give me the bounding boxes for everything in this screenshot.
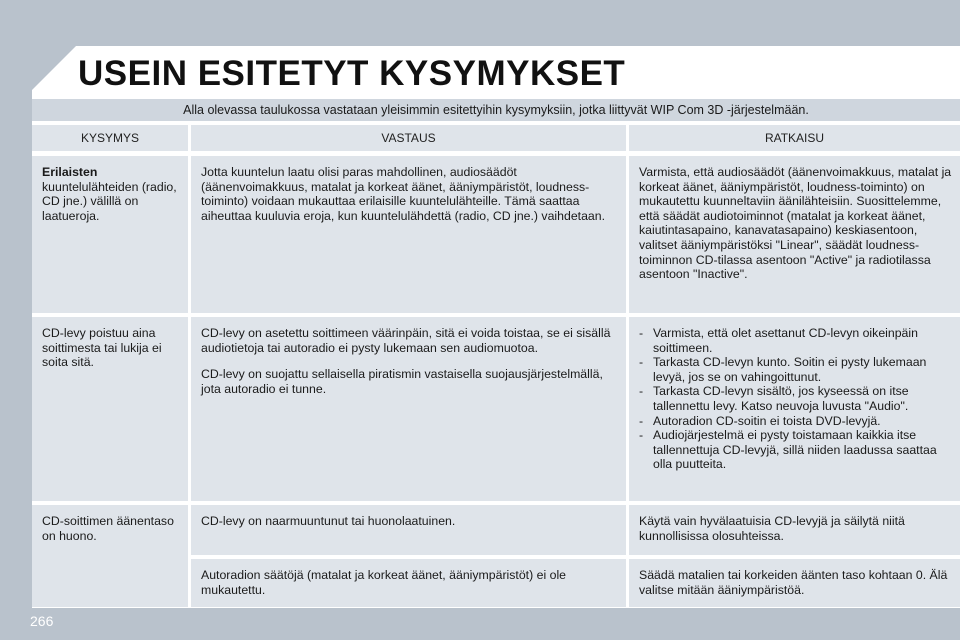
row-3-solution-2 <box>629 559 960 607</box>
row-3-question <box>32 505 188 607</box>
row-2-solution-item: - Tarkasta CD-levyn sisältö, jos kyseessä on itse tallennettu levy. Katso neuvoja luvusta "Audio". <box>639 384 952 413</box>
intro-text: Alla olevassa taulukossa vastataan yleisimmin esitettyihin kysymyksiin, jotka liittyvät WIP Com 3D -järjestelmään. <box>32 99 960 121</box>
row-1-question-text: kuuntelulähteiden (radio, CD jne.) välillä on laatueroja. <box>42 179 177 223</box>
row-1-question <box>32 156 188 313</box>
row-2-answer-paragraph-2: CD-levy on suojattu sellaisella piratismin vastaisella suojausjärjestelmällä, jota autoradio ei tunne. <box>201 367 603 396</box>
row-3-question-text: CD-soittimen äänentaso on huono. <box>42 514 174 543</box>
row-1-question-title: Erilaisten <box>42 165 98 179</box>
row-3-answer-1-text: CD-levy on naarmuuntunut tai huonolaatuinen. <box>201 514 456 528</box>
row-2-solution-item: - Varmista, että olet asettanut CD-levyn oikeinpäin soittimeen. <box>639 326 952 355</box>
row-3-solution-1-text: Käytä vain hyvälaatuisia CD-levyjä ja säilytä niitä kunnollisissa olosuhteissa. <box>639 514 905 543</box>
page-corner <box>32 46 76 90</box>
row-3-solution-2-text: Säädä matalien tai korkeiden äänten taso kohtaan 0. Älä valitse mitään ääniympäristöä. <box>639 568 948 597</box>
row-2-solution <box>629 317 960 501</box>
row-3-answer-1 <box>191 505 626 555</box>
row-2-answer-paragraph-1: CD-levy on asetettu soittimeen väärinpäin, sitä ei voida toistaa, se ei sisällä audiotietoja tai autoradio ei pysty lukemaan sen audiomuotoa. <box>201 326 611 355</box>
row-2-solution-list <box>639 326 952 472</box>
header-solution: RATKAISU <box>629 125 960 151</box>
row-3-solution-1 <box>629 505 960 555</box>
row-2-solution-item: - Autoradion CD-soitin ei toista DVD-levyjä. <box>639 414 952 429</box>
row-1-answer-text: Jotta kuuntelun laatu olisi paras mahdollinen, audiosäädöt (äänenvoimakkuus, matalat ja korkeat äänet, ääniympäristöt, loudness-toiminto) voidaan mukauttaa erilaisille kuuntelulähteille. Tämä saattaa aiheuttaa kuuluvia eroja, kun kuuntelulähdettä (radio, CD jne.) vaihdetaan. <box>201 165 606 223</box>
row-2-question <box>32 317 188 501</box>
row-2-question-text: CD-levy poistuu aina soittimesta tai lukija ei soita sitä. <box>42 326 162 370</box>
header-answer: VASTAUS <box>191 125 626 151</box>
header-question: KYSYMYS <box>32 125 188 151</box>
row-1-solution-text: Varmista, että audiosäädöt (äänenvoimakkuus, matalat ja korkeat äänet, ääniympäristöt, loudness-toiminto) on mukautettu kuunneltaviin äänilähteisiin. Suosittelemme, että säädät audiotoiminnot (matalat ja korkeat äänet, kaiutintasapaino, kanavatasapaino) keskiasentoon, valitset ääniympäristöksi "Linear", säädät loudness-toiminnon CD-tilassa asentoon "Active" ja radiotilassa asentoon "Inactive". <box>639 165 952 282</box>
row-2-solution-item: - Tarkasta CD-levyn kunto. Soitin ei pysty lukemaan levyä, jos se on vahingoittunut. <box>639 355 952 384</box>
row-2-answer <box>191 317 626 501</box>
row-1-answer <box>191 156 626 313</box>
row-3-answer-2-text: Autoradion säätöjä (matalat ja korkeat äänet, ääniympäristöt) ei ole mukautettu. <box>201 568 567 597</box>
page-number: 266 <box>30 613 54 629</box>
row-3-answer-2 <box>191 559 626 607</box>
row-2-solution-item: - Audiojärjestelmä ei pysty toistamaan kaikkia itse tallennettuja CD-levyjä, sillä niiden laadussa saattaa olla puutteita. <box>639 428 952 472</box>
row-1-solution <box>629 156 960 313</box>
page-title: USEIN ESITETYT KYSYMYKSET <box>78 54 626 93</box>
